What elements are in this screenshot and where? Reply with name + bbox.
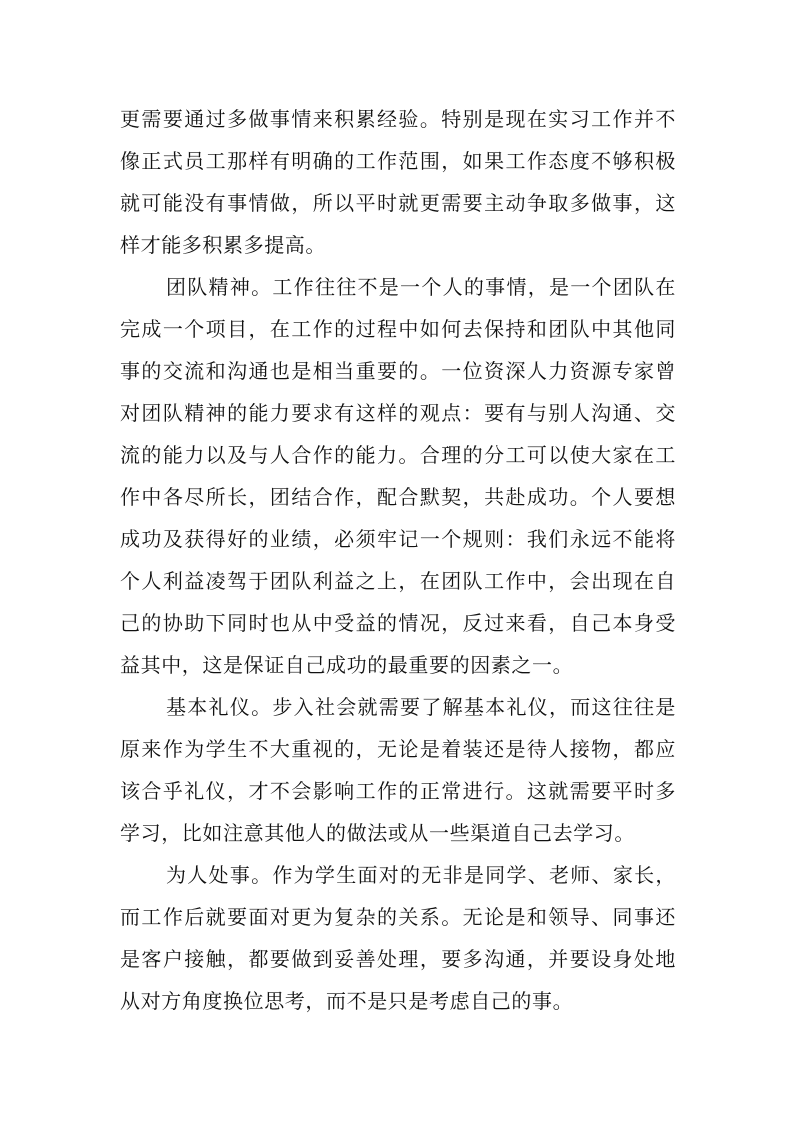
text-line: 更需要通过多做事情来积累经验。特别是现在实习工作并不 (120, 107, 676, 131)
text-line: 而工作后就要面对更为复杂的关系。无论是和领导、同事还 (120, 905, 676, 929)
text-line: 是客户接触，都要做到妥善处理，要多沟通，并要设身处地 (120, 947, 676, 971)
text-line: 基本礼仪。步入社会就需要了解基本礼仪，而这往往是 (166, 695, 676, 719)
paragraph-teamwork (120, 266, 676, 686)
text-line: 就可能没有事情做，所以平时就更需要主动争取多做事，这 (120, 191, 676, 215)
text-line: 像正式员工那样有明确的工作范围，如果工作态度不够积极 (120, 149, 676, 173)
paragraph-conduct (120, 854, 676, 1022)
text-line: 事的交流和沟通也是相当重要的。一位资深人力资源专家曾 (120, 359, 676, 383)
text-line: 成功及获得好的业绩，必须牢记一个规则：我们永远不能将 (120, 527, 676, 551)
text-line: 从对方角度换位思考，而不是只是考虑自己的事。 (120, 989, 574, 1013)
text-line: 完成一个项目，在工作的过程中如何去保持和团队中其他同 (120, 317, 676, 341)
text-line: 为人处事。作为学生面对的无非是同学、老师、家长， (166, 863, 676, 887)
text-line: 学习，比如注意其他人的做法或从一些渠道自己去学习。 (120, 821, 635, 845)
text-line: 个人利益凌驾于团队利益之上，在团队工作中，会出现在自 (120, 569, 676, 593)
text-line: 流的能力以及与人合作的能力。合理的分工可以使大家在工 (120, 443, 676, 467)
text-line: 该合乎礼仪，才不会影响工作的正常进行。这就需要平时多 (120, 779, 676, 803)
paragraph-1 (120, 98, 676, 266)
text-line: 原来作为学生不大重视的，无论是着装还是待人接物，都应 (120, 737, 676, 761)
text-line: 己的协助下同时也从中受益的情况，反过来看，自己本身受 (120, 611, 676, 635)
paragraph-etiquette (120, 686, 676, 854)
text-line: 团队精神。工作往往不是一个人的事情，是一个团队在 (166, 275, 676, 299)
text-line: 益其中，这是保证自己成功的最重要的因素之一。 (120, 653, 574, 677)
text-line: 作中各尽所长，团结合作，配合默契，共赴成功。个人要想 (120, 485, 676, 509)
text-line: 样才能多积累多提高。 (120, 233, 326, 257)
text-line: 对团队精神的能力要求有这样的观点：要有与别人沟通、交 (120, 401, 676, 425)
document-body (120, 98, 676, 1022)
